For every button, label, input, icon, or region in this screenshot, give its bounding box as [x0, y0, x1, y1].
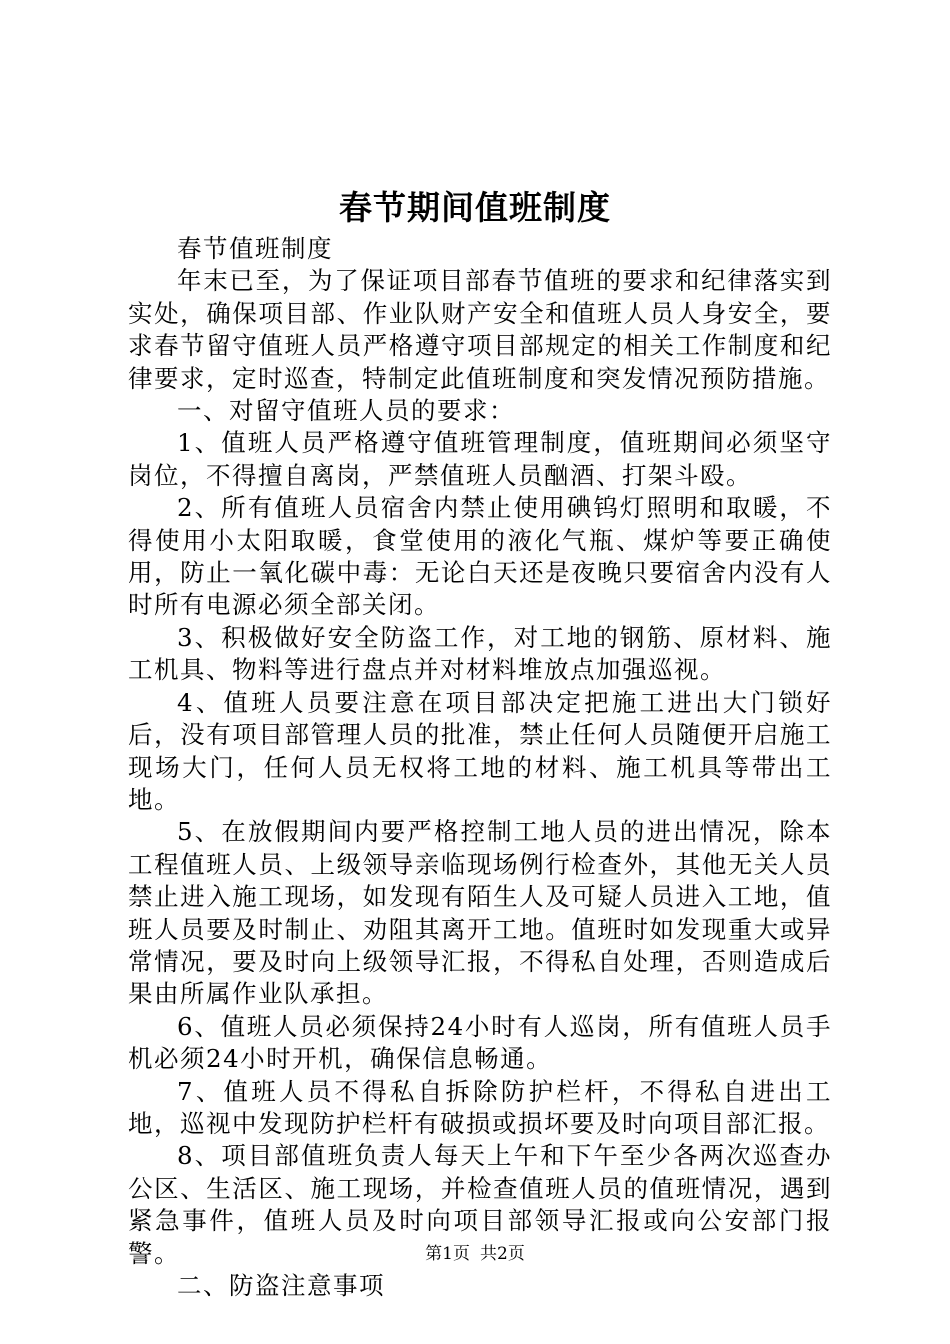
- section-heading-1: 一、对留守值班人员的要求：: [177, 396, 515, 426]
- paragraph-item-4: 4、值班人员要注意在项目部决定把施工进出大门锁好后，没有项目部管理人员的批准，禁止任何人员随便开启施工现场大门，任何人员无权将工地的材料、施工机具等带出工地。: [128, 687, 832, 814]
- page-total: 共2页: [480, 1244, 525, 1264]
- section-heading-2: 二、防盗注意事项: [177, 1271, 385, 1300]
- paragraph-intro: 年末已至，为了保证项目部春节值班的要求和纪律落实到实处，确保项目部、作业队财产安全和值班人员人身安全，要求春节留守值班人员严格遵守项目部规定的相关工作制度和纪律要求，定时巡查，特制定此值班制度和突发情况预防措施。: [128, 266, 832, 393]
- page-footer: [0, 1242, 950, 1266]
- page-number: 第1页: [425, 1244, 470, 1264]
- paragraph-item-3: 3、积极做好安全防盗工作，对工地的钢筋、原材料、施工机具、物料等进行盘点并对材料堆放点加强巡视。: [128, 622, 832, 685]
- paragraph-item-7: 7、值班人员不得私自拆除防护栏杆，不得私自进出工地，巡视中发现防护栏杆有破损或损坏要及时向项目部汇报。: [128, 1076, 832, 1138]
- paragraph-subtitle: 春节值班制度: [177, 234, 333, 263]
- paragraph-item-1: 1、值班人员严格遵守值班管理制度，值班期间必须坚守岗位，不得擅自离岗，严禁值班人员酗酒、打架斗殴。: [128, 428, 832, 490]
- document-body: [128, 233, 832, 1302]
- paragraph-item-2: 2、所有值班人员宿舍内禁止使用碘钨灯照明和取暖，不得使用小太阳取暖，食堂使用的液化气瓶、煤炉等要正确使用，防止一氧化碳中毒：无论白天还是夜晚只要宿舍内没有人时所有电源必须全部关闭。: [128, 493, 832, 620]
- document-title: 春节期间值班制度: [339, 188, 611, 227]
- paragraph-item-5: 5、在放假期间内要严格控制工地人员的进出情况，除本工程值班人员、上级领导亲临现场例行检查外，其他无关人员禁止进入施工现场，如发现有陌生人及可疑人员进入工地，值班人员要及时制止、劝阻其离开工地。值班时如发现重大或异常情况，要及时向上级领导汇报，不得私自处理，否则造成后果由所属作业队承担。: [128, 817, 832, 1009]
- paragraph-item-8: 8、项目部值班负责人每天上午和下午至少各两次巡查办公区、生活区、施工现场，并检查值班人员的值班情况，遇到紧急事件，值班人员及时向项目部领导汇报或向公安部门报警。: [128, 1141, 832, 1268]
- paragraph-item-6: 6、值班人员必须保持24小时有人巡岗，所有值班人员手机必须24小时开机，确保信息畅通。: [128, 1011, 832, 1074]
